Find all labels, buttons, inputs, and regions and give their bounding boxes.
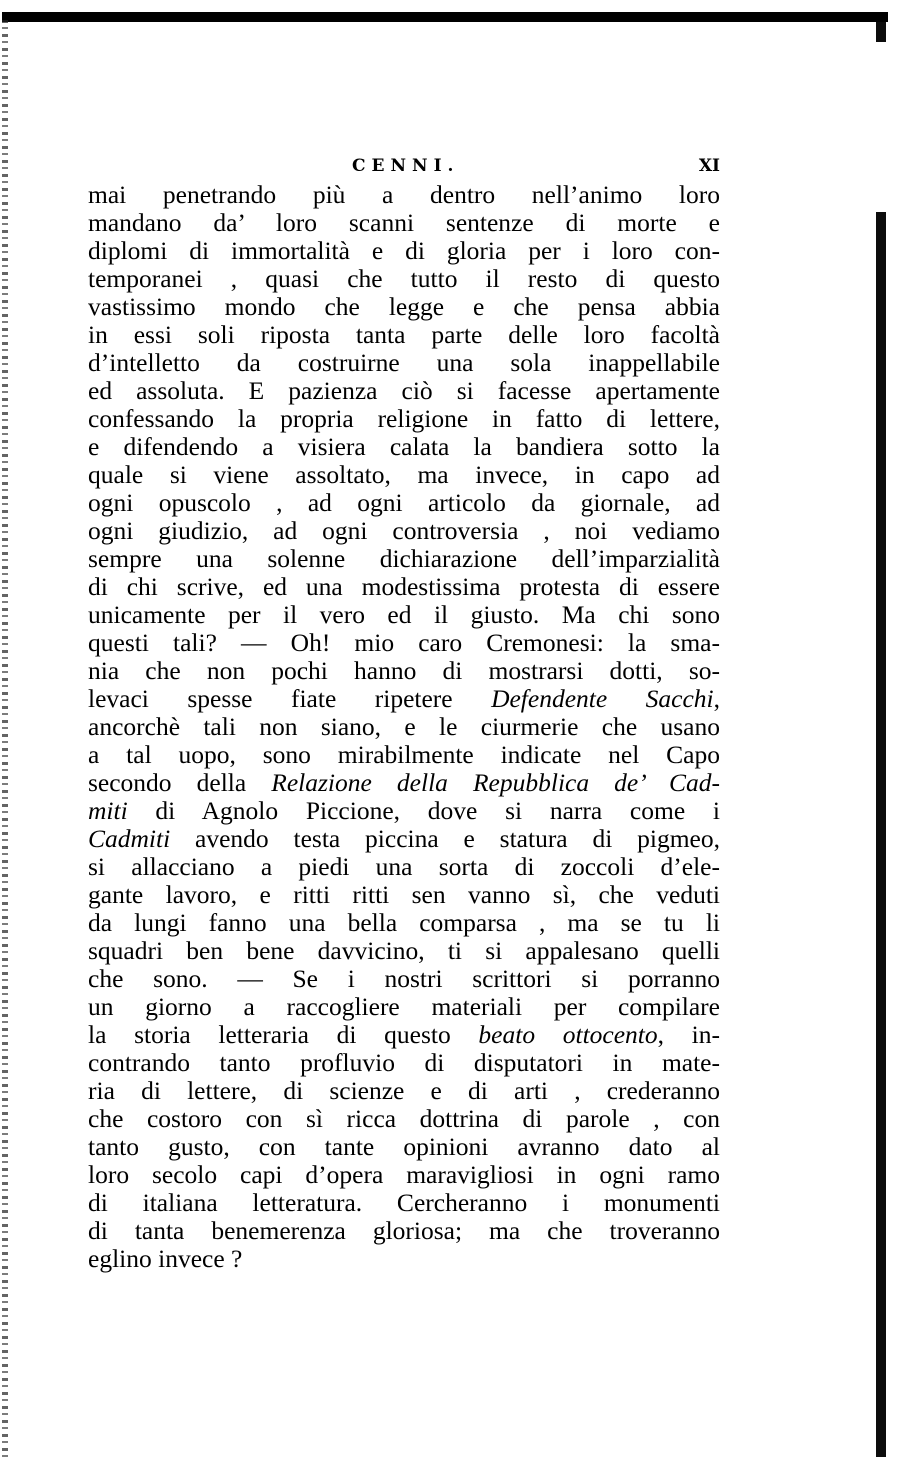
text-segment: di italiana letteratura. Cercheranno i monumenti [88,1188,720,1217]
text-segment: contrando tanto profluvio di disputatori in mate- [88,1048,720,1077]
scan-border-left [2,20,8,1457]
text-line [88,461,720,489]
text-segment: squadri ben bene davvicino, ti si appalesano quelli [88,936,720,965]
text-line [88,349,720,377]
text-segment: la storia letteraria di questo [88,1020,479,1049]
text-segment: a tal uopo, sono mirabilmente indicate nel Capo [88,740,720,769]
text-segment: , [713,684,721,713]
text-line [88,825,720,853]
text-segment: ogni opuscolo , ad ogni articolo da giornale, ad [88,488,720,517]
text-segment: tanto gusto, con tante opinioni avranno dato al [88,1132,720,1161]
text-segment: levaci spesse fiate ripetere [88,684,492,713]
text-line [88,685,720,713]
text-line [88,909,720,937]
text-segment: vastissimo mondo che legge e che pensa abbia [88,292,720,321]
text-segment: unicamente per il vero ed il giusto. Ma chi sono [88,600,720,629]
text-line [88,797,720,825]
text-segment: eglino invece ? [88,1244,243,1273]
text-line [88,713,720,741]
text-line [88,1161,720,1189]
text-line [88,1217,720,1245]
italic-text-segment: Relazione della Repubblica de’ Cad- [271,768,720,797]
text-segment: nia che non pochi hanno di mostrarsi dotti, so- [88,656,720,685]
text-line [88,573,720,601]
text-segment: che costoro con sì ricca dottrina di parole , con [88,1104,720,1133]
text-segment: un giorno a raccogliere materiali per compilare [88,992,720,1021]
text-segment: ed assoluta. E pazienza ciò si facesse apertamente [88,376,720,405]
text-segment: confessando la propria religione in fatto di lettere, [88,404,720,433]
text-line [88,769,720,797]
text-line [88,405,720,433]
text-segment: che sono. — Se i nostri scrittori si porranno [88,964,720,993]
text-line [88,601,720,629]
scan-border-right [876,12,886,1457]
text-segment: di Agnolo Piccione, dove si narra come i [127,796,720,825]
text-segment: mandano da’ loro scanni sentenze di morte e [88,208,720,237]
text-line [88,657,720,685]
text-line [88,377,720,405]
text-line [88,965,720,993]
text-line [88,1077,720,1105]
text-segment: sempre una solenne dichiarazione dell’imparzialità [88,544,720,573]
text-segment: avendo testa piccina e statura di pigmeo, [170,824,720,853]
running-title: CENNI. [352,156,460,176]
text-line [88,237,720,265]
text-segment: e difendendo a visiera calata la bandiera sotto la [88,432,720,461]
text-segment: diplomi di immortalità e di gloria per i loro con- [88,236,720,265]
italic-text-segment: miti [88,796,128,825]
text-line [88,881,720,909]
text-line [88,293,720,321]
text-segment: questi tali? — Oh! mio caro Cremonesi: la sma- [88,628,720,657]
text-line [88,1021,720,1049]
text-line [88,321,720,349]
text-line [88,937,720,965]
page-number: XI [698,156,720,176]
italic-text-segment: Defendente Sacchi [491,684,714,713]
text-line [88,1133,720,1161]
text-segment: gante lavoro, e ritti ritti sen vanno sì, che veduti [88,880,720,909]
text-segment: d’intelletto da costruirne una sola inappellabile [88,348,720,377]
text-line [88,853,720,881]
text-segment: ancorchè tali non siano, e le ciurmerie che usano [88,712,720,741]
text-line [88,433,720,461]
text-segment: di chi scrive, ed una modestissima protesta di essere [88,572,720,601]
italic-text-segment: beato ottocento [478,1020,658,1049]
text-segment: ria di lettere, di scienze e di arti , crederanno [88,1076,720,1105]
text-segment: secondo della [88,768,272,797]
text-line [88,489,720,517]
text-segment: di tanta benemerenza gloriosa; ma che troveranno [88,1216,720,1245]
text-segment: da lungi fanno una bella comparsa , ma se tu li [88,908,720,937]
italic-text-segment: Cadmiti [88,824,171,853]
text-segment: mai penetrando più a dentro nell’animo loro [88,180,720,209]
text-line [88,1189,720,1217]
text-segment: , in- [657,1020,721,1049]
text-segment: ogni giudizio, ad ogni controversia , noi vediamo [88,516,720,545]
text-line [88,209,720,237]
text-segment: temporanei , quasi che tutto il resto di questo [88,264,720,293]
text-line [88,629,720,657]
text-line [88,1105,720,1133]
body-text [88,181,720,1273]
text-line [88,1245,720,1273]
text-line [88,517,720,545]
text-line [88,1049,720,1077]
text-segment: quale si viene assoltato, ma invece, in capo ad [88,460,720,489]
text-line [88,545,720,573]
text-line [88,741,720,769]
text-line [88,181,720,209]
text-line [88,993,720,1021]
text-segment: si allacciano a piedi una sorta di zoccoli d’ele- [88,852,720,881]
text-segment: in essi soli riposta tanta parte delle loro facoltà [88,320,720,349]
scan-border-top [2,12,888,22]
text-line [88,265,720,293]
text-segment: loro secolo capi d’opera maravigliosi in ogni ramo [88,1160,720,1189]
